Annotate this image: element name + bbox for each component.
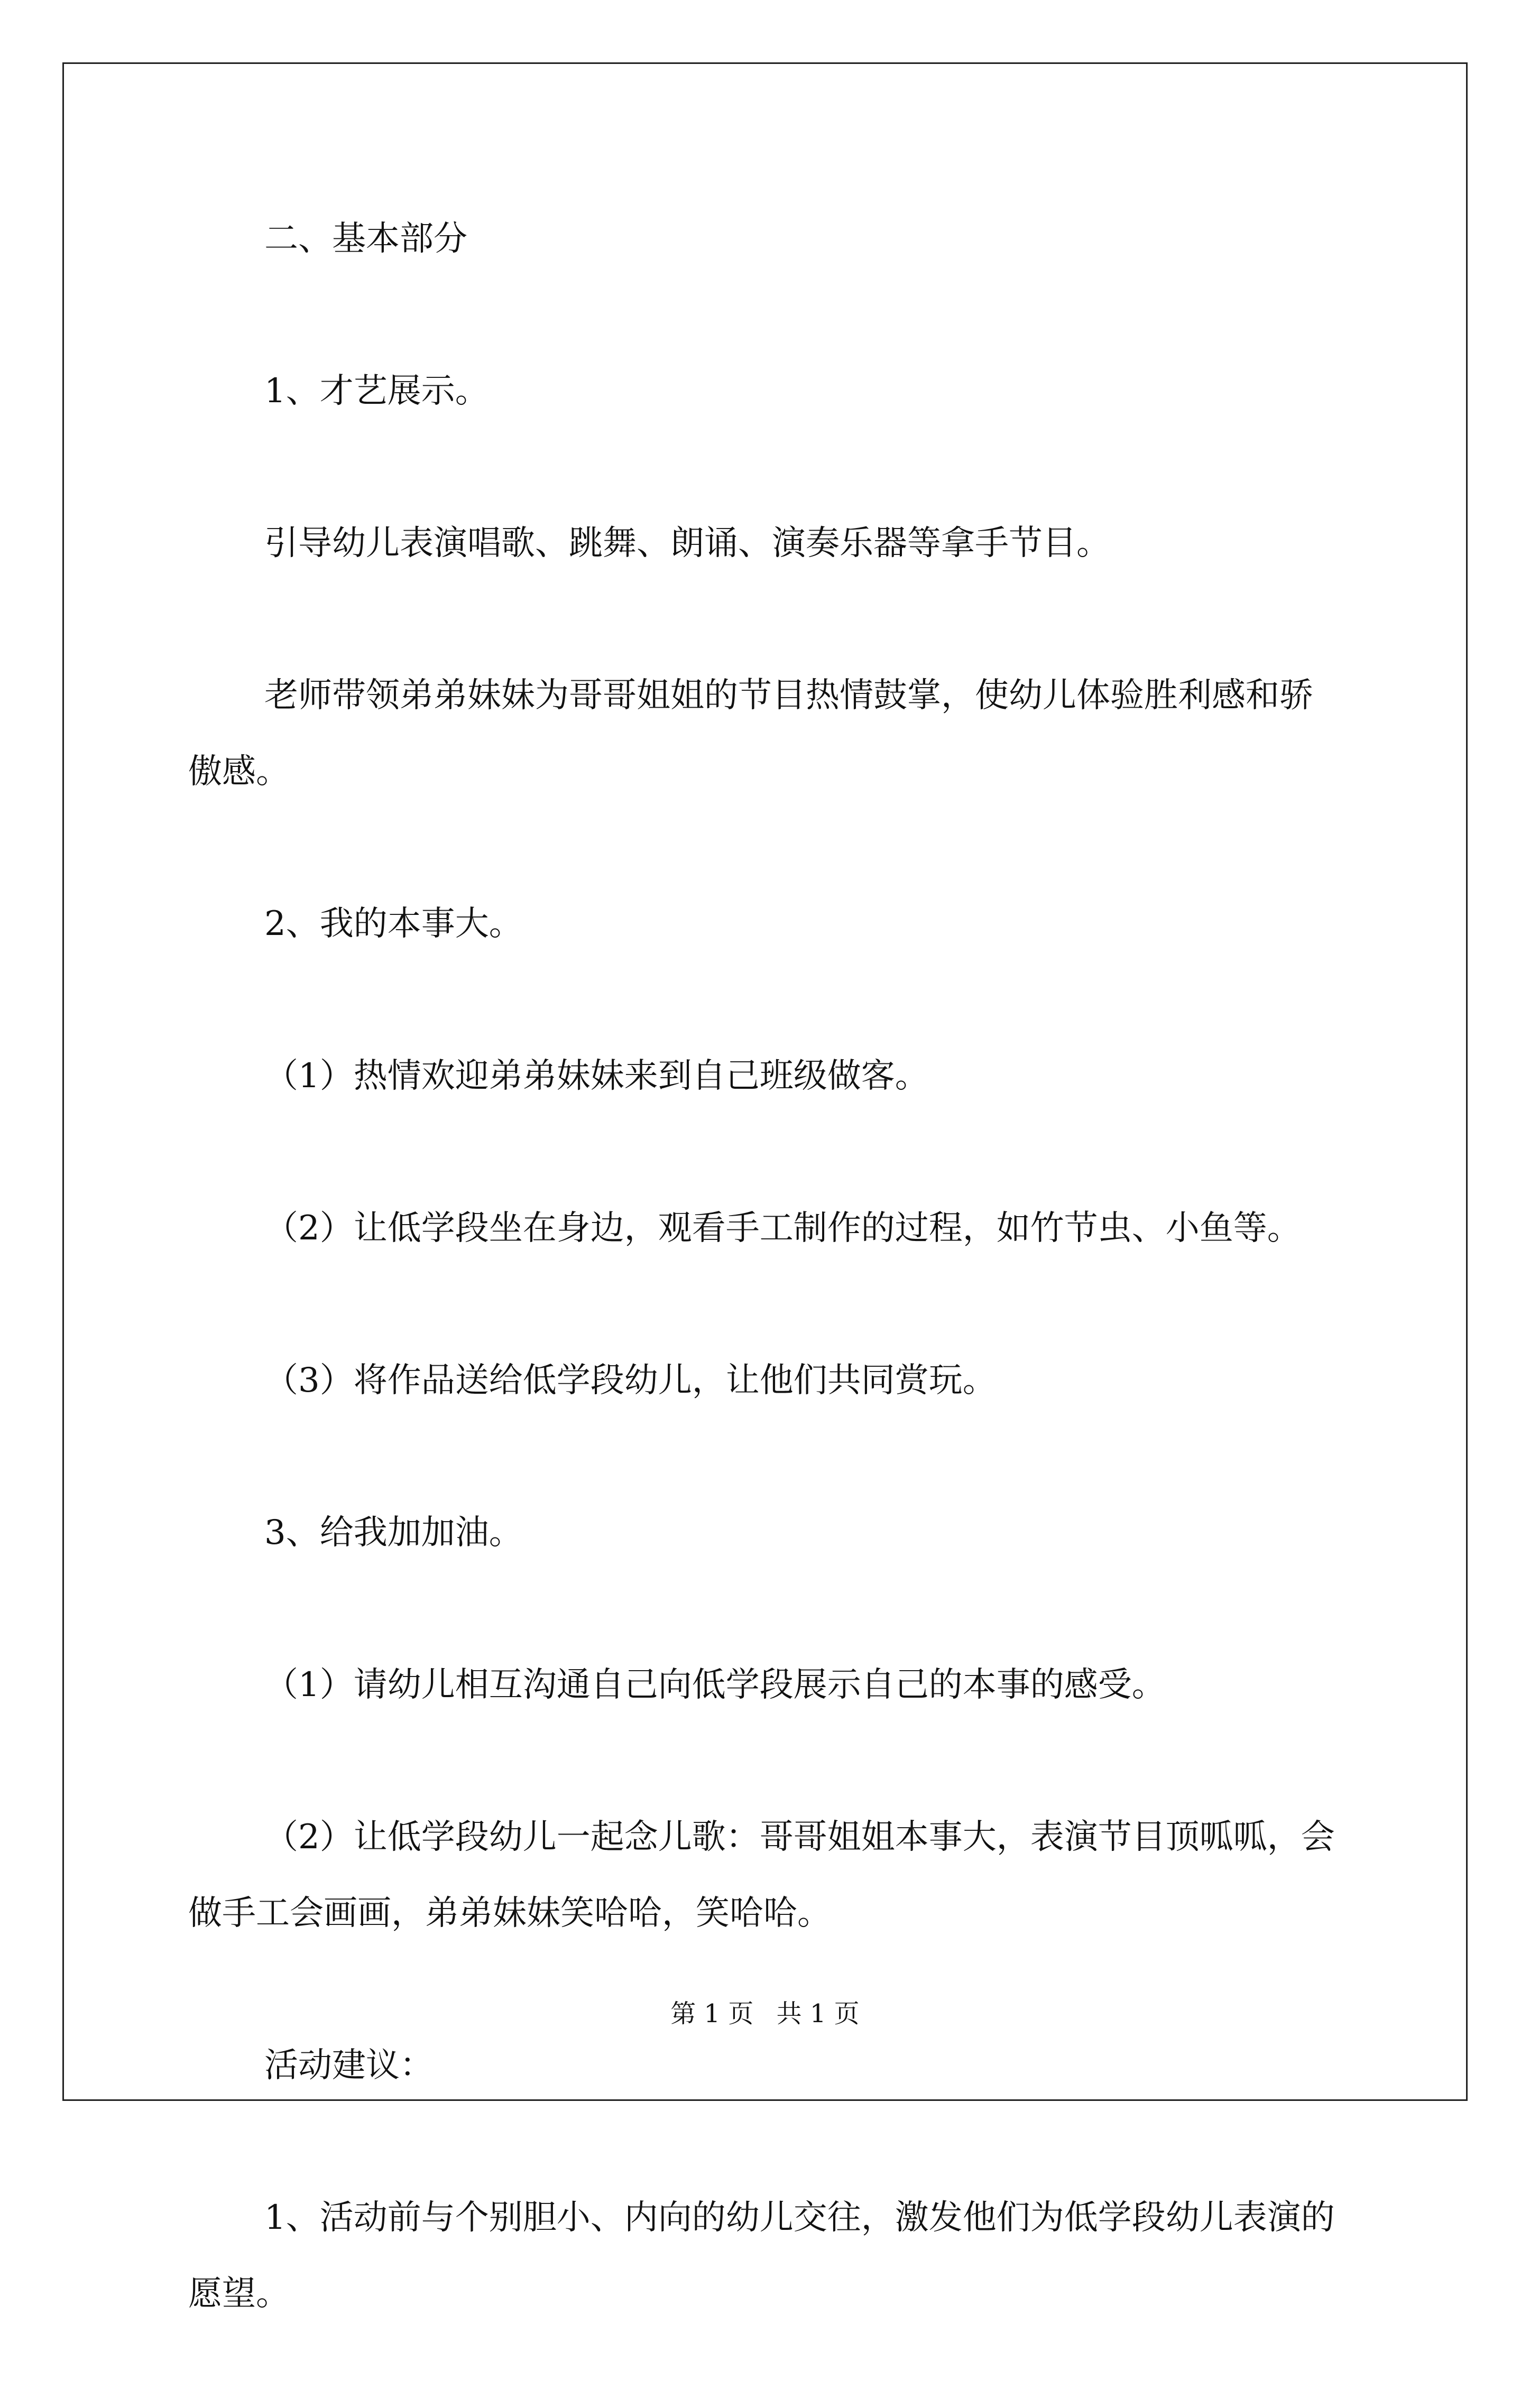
page-number: 第 1 页 bbox=[670, 1999, 754, 2029]
item-nursery-rhyme: （2）让低学段幼儿一起念儿歌：哥哥姐姐本事大，表演节目顶呱呱，会做手工会画画，弟弟妹妹笑哈哈，笑哈哈。 bbox=[188, 1818, 1335, 1933]
suggestion-one: 1、活动前与个别胆小、内向的幼儿交往，激发他们为低学段幼儿表演的愿望。 bbox=[188, 2198, 1335, 2313]
item-share-feelings: （1）请幼儿相互沟通自己向低学段展示自己的本事的感受。 bbox=[264, 1665, 1166, 1705]
section-cheer: 3、给我加加油。 bbox=[264, 1513, 523, 1552]
item-welcome: （1）热情欢迎弟弟妹妹来到自己班级做客。 bbox=[264, 1057, 929, 1096]
paragraph-teacher: 老师带领弟弟妹妹为哥哥姐姐的节目热情鼓掌，使幼儿体验胜利感和骄傲感。 bbox=[188, 676, 1313, 791]
section-talent-show: 1、才艺展示。 bbox=[264, 372, 489, 411]
heading-basic-part: 二、基本部分 bbox=[264, 219, 467, 258]
item-gift: （3）将作品送给低学段幼儿，让他们共同赏玩。 bbox=[264, 1361, 997, 1400]
heading-suggestions: 活动建议： bbox=[264, 2046, 434, 2085]
section-my-skill: 2、我的本事大。 bbox=[264, 904, 523, 943]
document-body bbox=[188, 201, 1343, 2408]
item-watch-craft: （2）让低学段坐在身边，观看手工制作的过程，如竹节虫、小鱼等。 bbox=[264, 1209, 1301, 1248]
paragraph-guide: 引导幼儿表演唱歌、跳舞、朗诵、演奏乐器等拿手节目。 bbox=[264, 524, 1110, 563]
page-footer bbox=[0, 1998, 1530, 2030]
page-total: 共 1 页 bbox=[776, 1999, 860, 2029]
